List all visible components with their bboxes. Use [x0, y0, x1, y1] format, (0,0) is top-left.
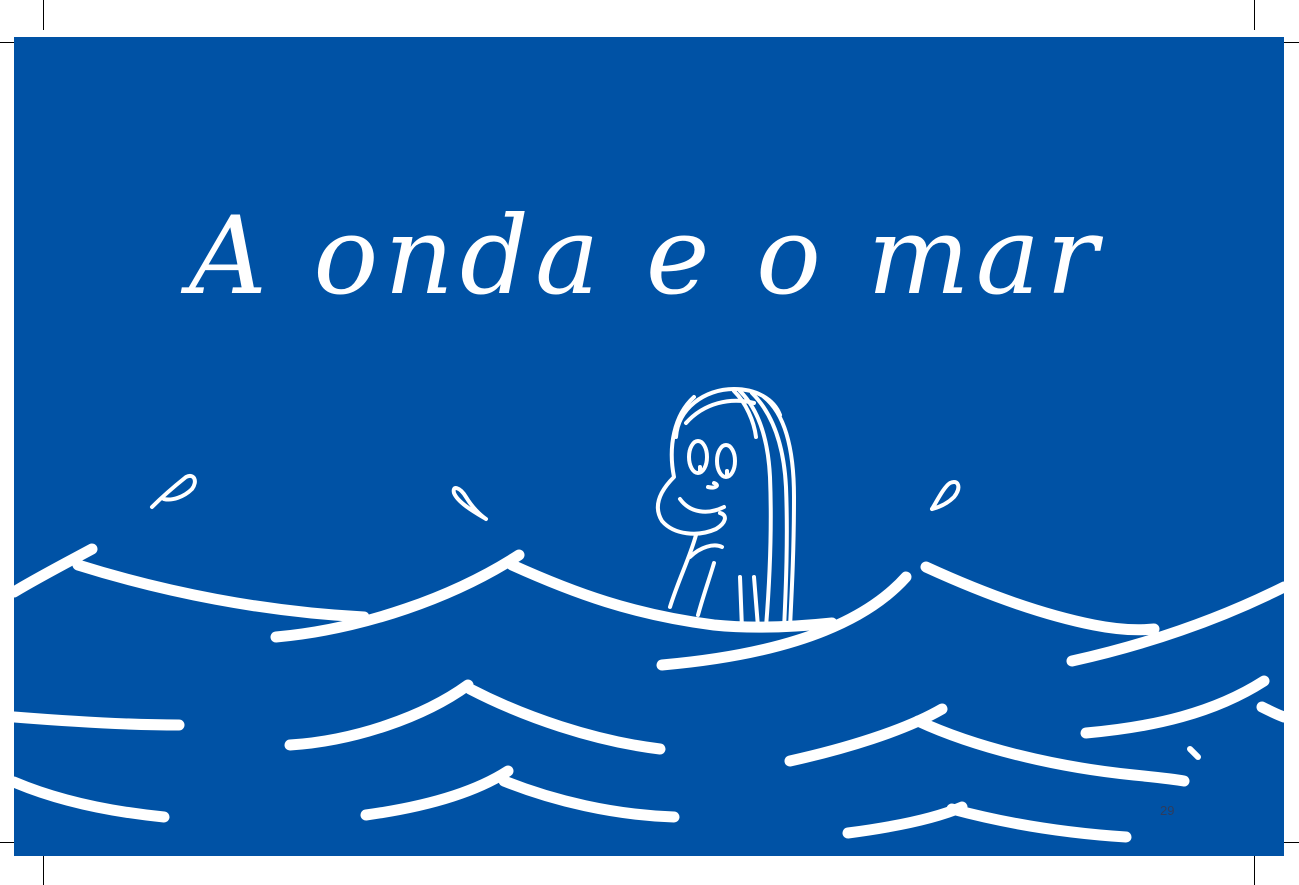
page-title: A onda e o mar [189, 194, 1104, 319]
illustration [14, 37, 1284, 856]
crop-mark-top-left-v [43, 0, 44, 30]
crop-mark-bottom-left-v [43, 855, 44, 885]
page-number: 29 [1160, 803, 1175, 818]
water-drop [932, 482, 958, 509]
crop-mark-bottom-right-v [1254, 855, 1255, 885]
water-drop [454, 488, 486, 519]
girl [658, 389, 794, 629]
crop-mark-top-right-v [1254, 0, 1255, 30]
water-drop [152, 476, 195, 507]
waves [14, 549, 1284, 837]
book-page [14, 37, 1284, 856]
